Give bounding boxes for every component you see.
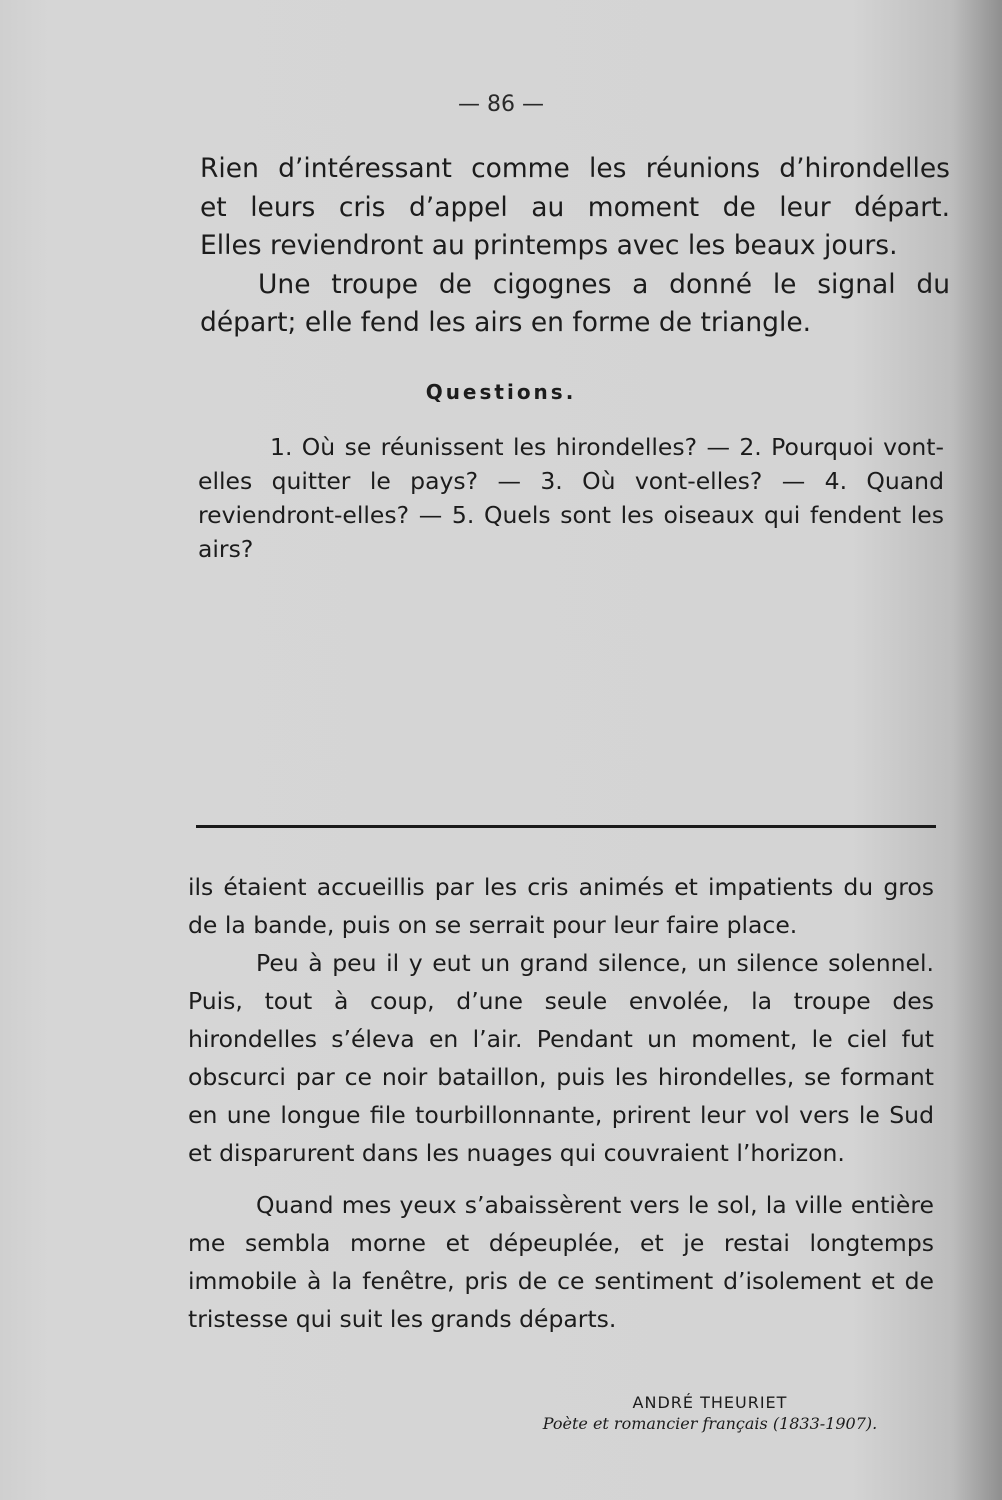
upper-line: départ; elle fend les airs en forme de triangle. (200, 307, 812, 338)
author-name: ANDRÉ THEURIET (632, 1393, 788, 1412)
author-description: Poète et romancier français (1833-1907). (542, 1414, 878, 1433)
paragraph: Quand mes yeux s’abaissèrent vers le sol, la ville entière me sembla morne et dépeuplée, et je restai longtemps immobile à la fenêtre, pris de ce sentiment d’isolement et de tristesse qui suit les grands départs. (188, 1191, 934, 1333)
paragraph: Peu à peu il y eut un grand silence, un silence solennel. Puis, tout à coup, d’une seule envolée, la troupe des hirondelles s’éleva en l’air. Pendant un moment, le ciel fut obscurci par ce noir bataillon, puis les hirondelles, se formant en une longue file tourbillonnante, prirent leur vol vers le Sud et disparurent dans les nuages qui couvraient l’horizon. (188, 949, 934, 1167)
paragraph: ils étaient accueillis par les cris animés et impatients du gros de la bande, puis on se serrait pour leur faire place. (188, 873, 934, 939)
questions-block (198, 430, 944, 566)
questions-text: 1. Où se réunissent les hirondelles? — 2. Pourquoi vont-elles quitter le pays? — 3. Où vont-elles? — 4. Quand reviendront-elles? — 5. Quels sont les oiseaux qui fendent les airs? (198, 433, 944, 563)
upper-line: Elles reviendront au printemps avec les beaux jours. (200, 230, 898, 261)
lower-text-block (188, 868, 934, 1338)
section-divider (196, 825, 936, 828)
upper-line: Rien d’intéressant comme les réunions d’hirondelles (200, 153, 950, 184)
questions-heading: Questions. (425, 380, 577, 404)
upper-line: et leurs cris d’appel au moment de leur départ. (200, 191, 950, 223)
upper-text-block (200, 150, 950, 343)
upper-line: Une troupe de cigognes a donné le signal du (258, 268, 950, 300)
page-number: — 86 — (458, 92, 544, 117)
